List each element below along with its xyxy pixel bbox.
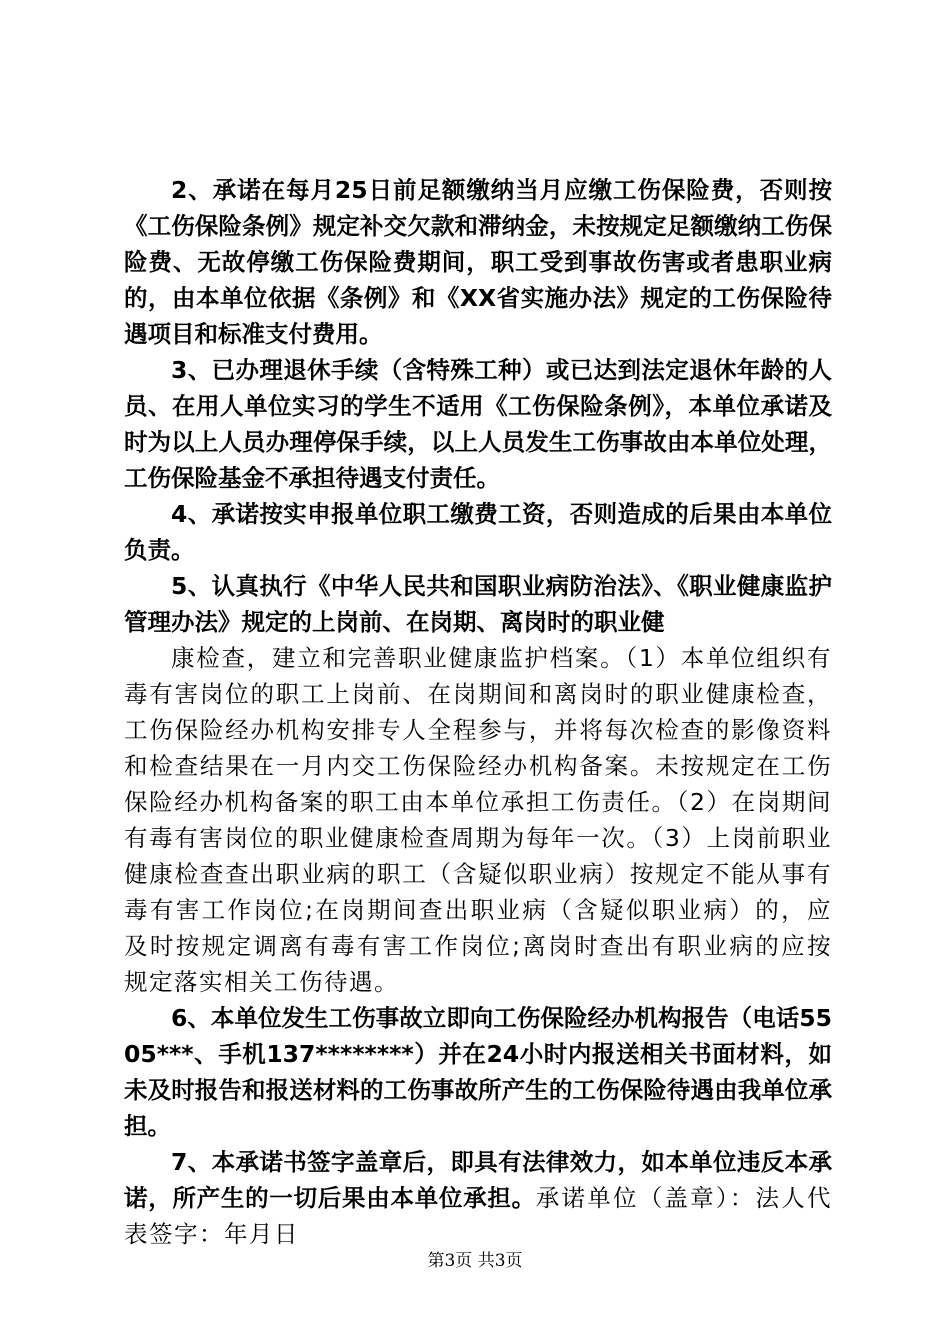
clause-7-text: 7、本承诺书签字盖章后，即具有法律效力，如本单位违反本承诺，所产生的一切后果由本单位承担。	[124, 1148, 832, 1212]
paragraph-clause-5: 5、认真执行《中华人民共和国职业病防治法》、《职业健康监护管理办法》规定的上岗前、在岗期、离岗时的职业健	[124, 572, 832, 636]
paragraph-clause-3: 3、已办理退休手续（含特殊工种）或已达到法定退休年龄的人员、在用人单位实习的学生不适用《工伤保险条例》，本单位承诺及时为以上人员办理停保手续，以上人员发生工伤事故由本单位处理，工伤保险基金不承担待遇支付责任。	[124, 356, 832, 492]
document-body	[124, 172, 832, 1252]
paragraph-clause-7	[124, 1144, 832, 1252]
page-number-footer: 第3页 共3页	[427, 1251, 523, 1271]
paragraph-clause-6: 6、本单位发生工伤事故立即向工伤保险经办机构报告（电话5505***、手机137********）并在24小时内报送相关书面材料，如未及时报告和报送材料的工伤事故所产生的工伤保险待遇由我单位承担。	[124, 1004, 832, 1140]
paragraph-clause-2: 2、承诺在每月25日前足额缴纳当月应缴工伤保险费，否则按《工伤保险条例》规定补交欠款和滞纳金，未按规定足额缴纳工伤保险费、无故停缴工伤保险费期间，职工受到事故伤害或者患职业病的，由本单位依据《条例》和《XX省实施办法》规定的工伤保险待遇项目和标准支付费用。	[124, 176, 832, 348]
paragraph-clause-4: 4、承诺按实申报单位职工缴费工资，否则造成的后果由本单位负责。	[124, 500, 832, 564]
signature-block: 承诺单位（盖章）：法人代表签字：年月日	[124, 1184, 833, 1248]
paragraph-clause-5-continued: 康检查，建立和完善职业健康监护档案。（1）本单位组织有毒有害岗位的职工上岗前、在岗期间和离岗时的职业健康检查，工伤保险经办机构安排专人全程参与，并将每次检查的影像资料和检查结果在一月内交工伤保险经办机构备案。未按规定在工伤保险经办机构备案的职工由本单位承担工伤责任。（2）在岗期间有毒有害岗位的职业健康检查周期为每年一次。（3）上岗前职业健康检查查出职业病的职工（含疑似职业病）按规定不能从事有毒有害工作岗位;在岗期间查出职业病（含疑似职业病）的，应及时按规定调离有毒有害工作岗位;离岗时查出有职业病的应按规定落实相关工伤待遇。	[124, 644, 832, 996]
